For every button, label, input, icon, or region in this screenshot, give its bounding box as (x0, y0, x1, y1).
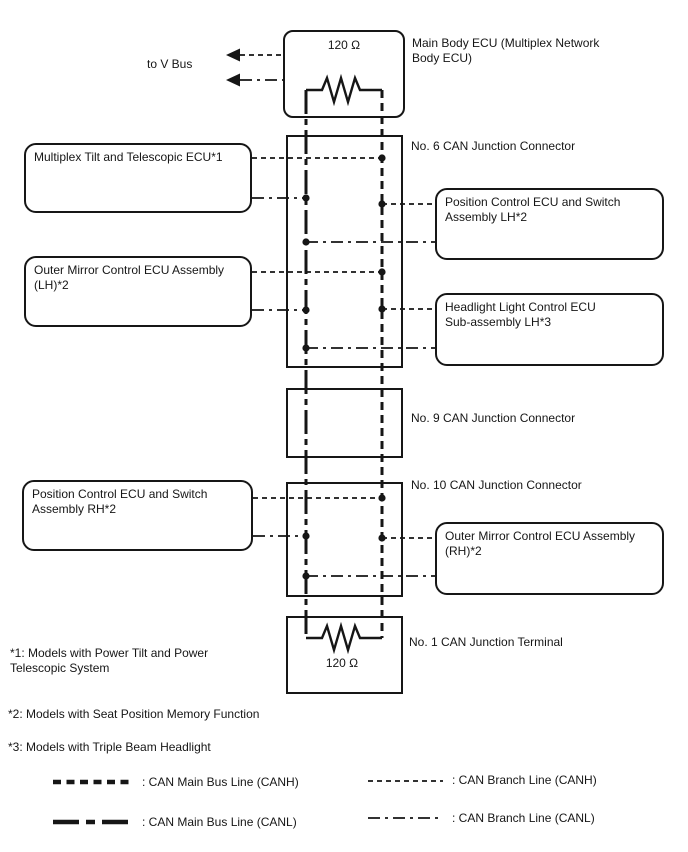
arrow-left-icon (226, 74, 240, 87)
no6-junction-connector-box (286, 135, 403, 368)
no10-junction-connector-box (286, 482, 403, 597)
outer-mirror-lh-box (24, 256, 252, 327)
headlight-control-lh-box (435, 293, 664, 366)
position-control-lh-label: Position Control ECU and Switch Assembly LH*2 (445, 195, 621, 224)
outer-mirror-rh-label: Outer Mirror Control ECU Assembly (RH)*2 (445, 529, 636, 558)
position-control-rh-box (22, 480, 253, 551)
legend-branch-canh-label: : CAN Branch Line (CANH) (452, 773, 597, 787)
footnote-1: *1: Models with Power Tilt and Power Telescopic System (10, 646, 209, 675)
resistor-bottom-value: 120 Ω (325, 656, 359, 670)
position-control-lh-box (435, 188, 664, 260)
no6-junction-connector-label: No. 6 CAN Junction Connector (411, 139, 576, 153)
legend-branch-canl-label: : CAN Branch Line (CANL) (452, 811, 595, 825)
no10-junction-connector-label: No. 10 CAN Junction Connector (411, 478, 582, 492)
multiplex-tilt-ecu-label: Multiplex Tilt and Telescopic ECU*1 (34, 150, 223, 164)
footnote-3: *3: Models with Triple Beam Headlight (8, 740, 211, 754)
legend-main-canl-label: : CAN Main Bus Line (CANL) (142, 815, 297, 829)
no1-junction-terminal-label: No. 1 CAN Junction Terminal (409, 635, 563, 649)
outer-mirror-lh-label: Outer Mirror Control ECU Assembly (LH)*2 (34, 263, 225, 292)
outer-mirror-rh-box (435, 522, 664, 595)
headlight-control-lh-label: Headlight Light Control ECU Sub-assembly LH*3 (445, 300, 596, 329)
to-v-bus-label: to V Bus (147, 57, 193, 71)
multiplex-tilt-ecu-box (24, 143, 252, 213)
position-control-rh-label: Position Control ECU and Switch Assembly RH*2 (32, 487, 208, 516)
arrow-left-icon (226, 49, 240, 62)
main-body-ecu-label: Main Body ECU (Multiplex Network Body ECU) (412, 36, 600, 65)
no9-junction-connector-box (286, 388, 403, 458)
footnote-2: *2: Models with Seat Position Memory Function (8, 707, 260, 721)
no1-junction-terminal-box (286, 616, 403, 694)
no9-junction-connector-label: No. 9 CAN Junction Connector (411, 411, 576, 425)
legend-main-canh-label: : CAN Main Bus Line (CANH) (142, 775, 299, 789)
resistor-top-value: 120 Ω (327, 38, 361, 52)
